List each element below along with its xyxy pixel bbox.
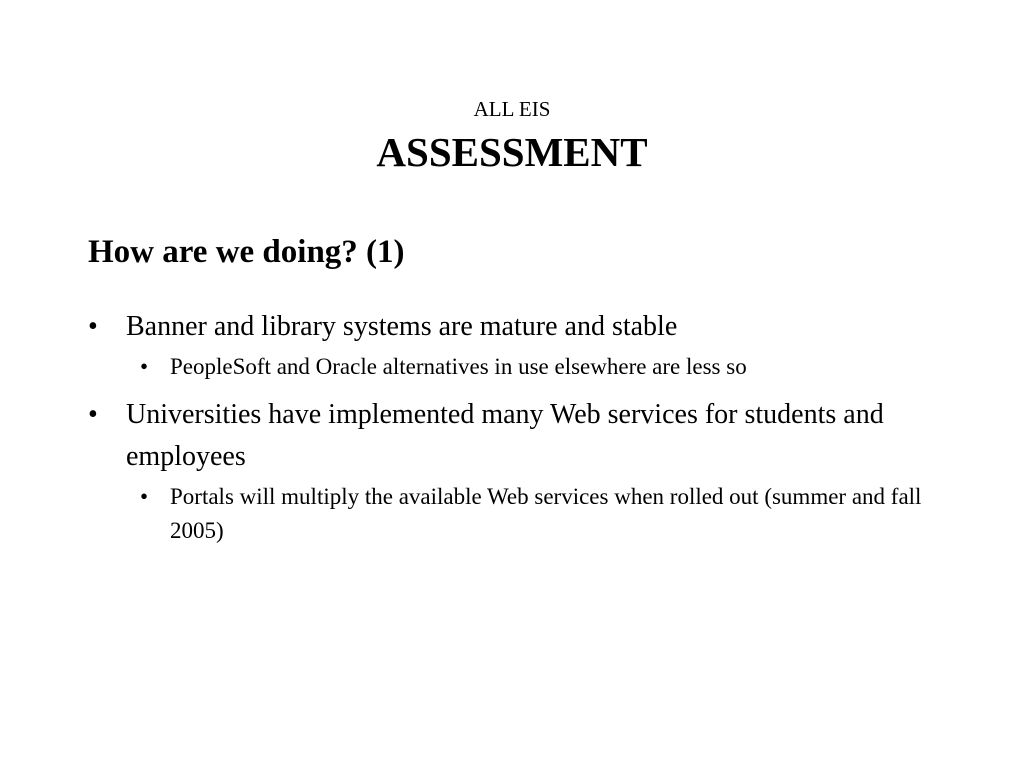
sub-bullet-dot-icon: •	[140, 484, 149, 509]
bullet-item	[88, 306, 938, 348]
slide-supertitle: ALL EIS	[473, 97, 551, 121]
section-heading: How are we doing? (1)	[88, 234, 405, 270]
bullet-dot-icon: •	[88, 311, 98, 342]
sub-bullet-text: PeopleSoft and Oracle alternatives in use elsewhere are less so	[170, 354, 747, 379]
sub-bullet-item	[88, 480, 938, 548]
bullet-list	[88, 306, 938, 548]
title-block	[0, 96, 1024, 176]
bullet-dot-icon: •	[88, 399, 98, 430]
bullet-text: Universities have implemented many Web services for students and employees	[126, 399, 884, 472]
sub-bullet-item	[88, 350, 938, 384]
sub-bullet-text: Portals will multiply the available Web services when rolled out (summer and fall 2005)	[170, 484, 922, 543]
sub-bullet-dot-icon: •	[140, 354, 149, 379]
bullet-item	[88, 394, 938, 478]
bullet-text: Banner and library systems are mature and stable	[126, 311, 678, 342]
slide-title: ASSESSMENT	[376, 129, 648, 175]
